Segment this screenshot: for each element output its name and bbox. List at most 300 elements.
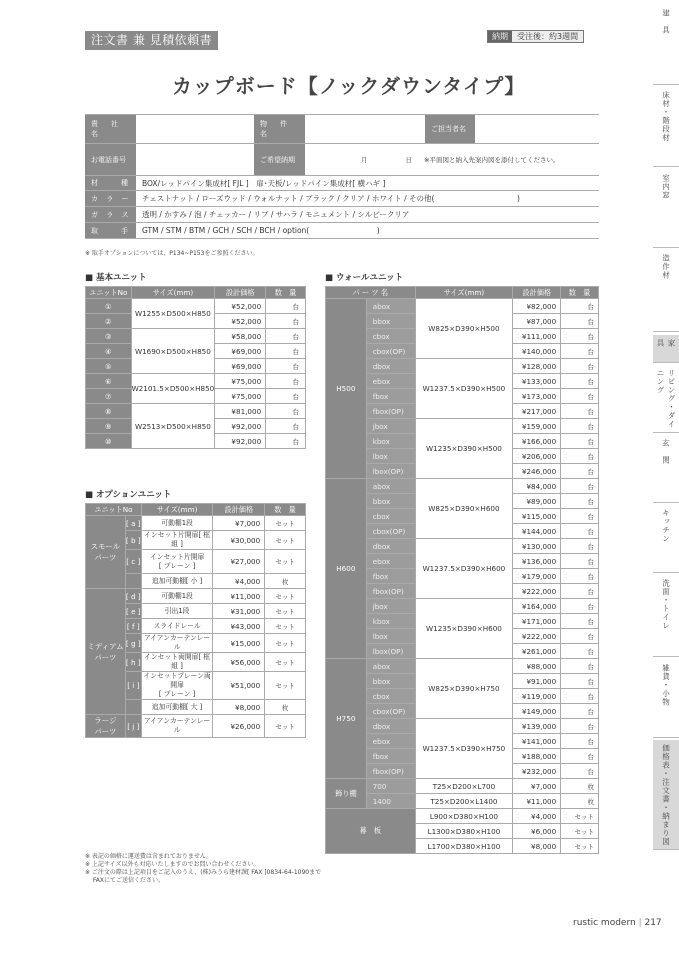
date-field[interactable] (305, 144, 599, 175)
unit-no: ① (105, 301, 112, 311)
footnotes (85, 853, 321, 885)
part-price: ¥173,000 (521, 391, 557, 401)
qty-cell[interactable] (265, 653, 306, 672)
project-label: 物 件 名 (254, 115, 305, 143)
part-price: ¥166,000 (521, 436, 557, 446)
option-table (85, 503, 306, 738)
basic-title: ■ 基本ユニット (85, 273, 147, 283)
side-tab[interactable] (653, 740, 679, 850)
side-tab[interactable] (653, 575, 679, 657)
col-header: 設計価格 (215, 287, 266, 299)
deco-name: 700 (372, 781, 387, 791)
unit-no: ④ (105, 346, 112, 356)
side-tab-label: 家 具 (656, 339, 676, 356)
side-tab-label: 建 具 (661, 9, 671, 35)
option-group: ミディアム パーツ (87, 641, 124, 662)
qty-cell[interactable] (561, 329, 599, 344)
qty-cell[interactable] (265, 715, 306, 738)
part-name: fbox(OP) (372, 406, 404, 416)
qty-unit: セット (275, 722, 295, 731)
table-row (86, 589, 306, 604)
color-options[interactable]: チェストナット / ローズウッド / ウォルナット / ブラック / クリア / ホワイト / その他( ) (142, 194, 520, 203)
option-price: ¥27,000 (230, 557, 261, 566)
qty-cell[interactable] (561, 659, 599, 674)
unit-size: W1255×D500×H850 (134, 309, 211, 318)
part-size: W1237.5×D390×H600 (422, 564, 506, 573)
option-name: スライドレール (153, 621, 201, 630)
qty-cell[interactable] (561, 599, 599, 614)
person-field[interactable] (475, 115, 599, 143)
delivery-value: 受注後：約3週間 (512, 31, 583, 42)
part-name: cbox(OP) (372, 706, 406, 716)
qty-cell[interactable] (265, 634, 306, 653)
qty-unit: セット (275, 592, 295, 601)
qty-unit: 台 (587, 707, 594, 716)
qty-cell[interactable] (561, 479, 599, 494)
qty-unit: 台 (587, 527, 594, 536)
qty-unit: 台 (587, 482, 594, 491)
qty-cell[interactable] (266, 419, 306, 434)
qty-unit: セット (275, 682, 295, 690)
qty-unit: セット (574, 827, 594, 836)
part-name: fbox (372, 751, 389, 761)
qty-unit: セット (275, 558, 295, 566)
top-size: L1300×D380×H100 (427, 826, 501, 836)
side-tab[interactable] (653, 435, 679, 503)
unit-price: ¥81,000 (231, 406, 262, 416)
side-tab-label: リビング・ダイニング (656, 369, 676, 429)
option-code: [ e ] (125, 606, 141, 616)
qty-cell[interactable] (266, 374, 306, 389)
side-tab[interactable] (653, 660, 679, 738)
table-row (326, 779, 599, 794)
unit-price: ¥92,000 (231, 421, 262, 431)
unit-size: W2101.5×D500×H850 (131, 384, 215, 393)
order-form (85, 114, 599, 239)
footnote: ※ ご注文の際は上記項目をご記入のうえ、(株)みうら建材課[ FAX ]0834-64-1090まで (85, 869, 322, 876)
option-title: ■ オプションユニット (85, 490, 172, 500)
option-price: ¥31,000 (230, 606, 261, 616)
option-code: [ j ] (127, 721, 140, 731)
part-size: W825×D390×H500 (428, 324, 500, 333)
qty-cell[interactable] (561, 764, 599, 779)
qty-unit: 台 (587, 497, 594, 506)
qty-cell[interactable] (265, 604, 306, 619)
qty-cell[interactable] (561, 629, 599, 644)
part-price: ¥88,000 (526, 661, 557, 671)
qty-unit: 台 (587, 632, 594, 641)
qty-unit: 枚 (281, 703, 289, 712)
qty-cell[interactable] (266, 329, 306, 344)
wall-title: ■ ウォールユニット (325, 273, 404, 283)
part-name: dbox (372, 721, 391, 731)
qty-cell[interactable] (561, 824, 599, 839)
qty-cell[interactable] (561, 539, 599, 554)
option-name: 可動棚1段 (161, 518, 193, 527)
option-code: [ f ] (126, 621, 140, 631)
table-row (326, 809, 599, 824)
qty-cell[interactable] (266, 344, 306, 359)
qty-cell[interactable] (561, 374, 599, 389)
side-tab-label: 床材・階段材 (661, 91, 671, 142)
qty-unit: 台 (587, 752, 594, 761)
table-row (86, 404, 306, 419)
qty-cell[interactable] (561, 779, 599, 794)
project-field[interactable] (305, 115, 425, 143)
qty-cell[interactable] (266, 314, 306, 329)
handle-note: ※ 取手オプションについては、P134~P153をご参照ください。 (85, 250, 259, 257)
part-price: ¥133,000 (521, 376, 557, 386)
qty-cell[interactable] (265, 700, 306, 715)
part-name: fbox (372, 391, 389, 401)
qty-unit: 台 (587, 347, 594, 356)
qty-cell[interactable] (561, 584, 599, 599)
option-code: [ i ] (127, 681, 140, 690)
qty-unit: セット (275, 536, 295, 545)
option-name: アイアンカーテンレール (143, 634, 211, 651)
part-name: kbox (372, 616, 390, 626)
deco-price: ¥11,000 (526, 796, 557, 806)
delivery-label: 納期 (488, 31, 512, 42)
qty-unit: セット (574, 842, 594, 851)
qty-cell[interactable] (561, 749, 599, 764)
qty-unit: 台 (587, 467, 594, 476)
unit-price: ¥52,000 (231, 316, 262, 326)
col-header: 数 量 (561, 287, 599, 299)
part-price: ¥89,000 (526, 496, 557, 506)
unit-price: ¥52,000 (231, 301, 262, 311)
date-note: ※平面図と納入先案内図を添付してください。 (424, 156, 560, 164)
qty-unit: 台 (587, 587, 594, 596)
qty-unit: 台 (587, 317, 594, 326)
unit-no: ⑤ (105, 361, 112, 371)
qty-unit: 台 (292, 392, 299, 401)
part-price: ¥164,000 (521, 601, 557, 611)
qty-cell[interactable] (561, 404, 599, 419)
col-header: 設計価格 (513, 287, 561, 299)
side-tab-label: 雑貨・小物 (661, 664, 671, 707)
qty-cell[interactable] (561, 614, 599, 629)
side-tab[interactable] (653, 5, 679, 85)
top-size: L1700×D380×H100 (427, 841, 501, 851)
unit-price: ¥69,000 (231, 361, 262, 371)
option-code: [ h ] (125, 657, 141, 667)
table-row (326, 359, 599, 374)
qty-cell[interactable] (561, 494, 599, 509)
qty-unit: 台 (587, 677, 594, 686)
top-price: ¥4,000 (531, 811, 557, 821)
table-row (86, 329, 306, 344)
qty-unit: セット (574, 812, 594, 821)
part-name: dbox (372, 361, 391, 371)
part-price: ¥171,000 (521, 616, 557, 626)
qty-unit: 台 (587, 692, 594, 701)
qty-cell[interactable] (265, 619, 306, 634)
part-name: cbox (372, 691, 390, 701)
qty-cell[interactable] (561, 359, 599, 374)
table-row (86, 715, 306, 738)
table-row (326, 719, 599, 734)
part-size: W825×D390×H600 (428, 504, 500, 513)
table-row (326, 419, 599, 434)
delivery-box (487, 30, 584, 43)
option-price: ¥51,000 (230, 681, 261, 690)
qty-unit: 台 (587, 647, 594, 656)
option-price: ¥30,000 (230, 535, 261, 545)
option-name: インセット片開扉[ 框組 ] (144, 531, 211, 548)
qty-cell[interactable] (266, 359, 306, 374)
table-row (86, 516, 306, 531)
side-tab-label: キッチン (661, 509, 671, 543)
qty-cell[interactable] (266, 404, 306, 419)
qty-cell[interactable] (561, 464, 599, 479)
side-tab[interactable] (653, 170, 679, 248)
qty-unit: セット (275, 622, 295, 631)
unit-no: ② (105, 316, 112, 326)
qty-cell[interactable] (265, 672, 306, 700)
qty-unit: 台 (292, 377, 299, 386)
part-price: ¥217,000 (521, 406, 557, 416)
part-price: ¥159,000 (521, 421, 557, 431)
height-group: H600 (336, 564, 356, 573)
qty-cell[interactable] (561, 419, 599, 434)
side-tab[interactable] (653, 365, 679, 433)
option-code: [ g ] (125, 638, 141, 648)
part-price: ¥128,000 (521, 361, 557, 371)
qty-cell[interactable] (561, 719, 599, 734)
option-name: 可動棚1段 (161, 591, 193, 600)
option-name: 追加可動棚[ 小 ] (151, 576, 203, 585)
qty-cell[interactable] (561, 569, 599, 584)
part-size: W825×D390×H750 (428, 684, 500, 693)
top-label: 幕 板 (359, 826, 382, 835)
qty-unit: 台 (587, 362, 594, 371)
part-price: ¥82,000 (526, 301, 557, 311)
part-price: ¥111,000 (521, 331, 557, 341)
qty-cell[interactable] (265, 574, 306, 589)
qty-cell[interactable] (265, 589, 306, 604)
part-price: ¥91,000 (526, 676, 557, 686)
part-name: fbox(OP) (372, 586, 404, 596)
company-field[interactable] (136, 115, 254, 143)
part-name: lbox (372, 451, 388, 461)
qty-unit: 台 (292, 347, 299, 356)
top-size: L900×D380×H100 (429, 811, 498, 821)
side-tab-label: 室内窓 (661, 174, 671, 200)
option-name: インセット両開扉[ 框組 ] (144, 653, 211, 670)
top-price: ¥8,000 (531, 841, 557, 851)
phone-field[interactable] (136, 144, 254, 175)
part-name: cbox (372, 511, 390, 521)
col-header: 設計価格 (213, 504, 265, 516)
part-name: fbox (372, 571, 389, 581)
option-name: 引出1段 (164, 606, 190, 615)
part-name: bbox (372, 316, 391, 326)
col-header: ユニットNo (86, 287, 132, 299)
top-price: ¥6,000 (531, 826, 557, 836)
part-price: ¥222,000 (521, 586, 557, 596)
part-price: ¥119,000 (521, 691, 557, 701)
deco-label: 飾り棚 (335, 788, 357, 798)
option-price: ¥15,000 (230, 638, 261, 648)
qty-unit: 台 (587, 512, 594, 521)
qty-cell[interactable] (265, 550, 306, 574)
col-header: パ ー ツ 名 (326, 287, 416, 299)
side-tab[interactable] (653, 87, 679, 167)
qty-cell[interactable] (561, 509, 599, 524)
option-price: ¥8,000 (235, 702, 261, 712)
qty-unit: 台 (587, 572, 594, 581)
part-name: jbox (372, 601, 388, 611)
option-price: ¥7,000 (235, 518, 261, 528)
qty-cell[interactable] (561, 554, 599, 569)
height-group: H750 (336, 714, 356, 723)
part-price: ¥87,000 (526, 316, 557, 326)
material-label: 材 種 (85, 176, 136, 190)
qty-cell[interactable] (561, 524, 599, 539)
unit-size: W2513×D500×H850 (134, 421, 211, 431)
col-header: サイズ(mm) (141, 504, 213, 516)
color-label: カ ラ ー (85, 191, 136, 206)
qty-unit: 台 (587, 407, 594, 416)
option-price: ¥43,000 (230, 621, 261, 631)
qty-cell[interactable] (561, 344, 599, 359)
qty-unit: 台 (587, 422, 594, 431)
option-price: ¥26,000 (230, 721, 261, 731)
qty-cell[interactable] (561, 839, 599, 854)
qty-cell[interactable] (561, 644, 599, 659)
day-label: 日 (405, 156, 412, 164)
glass-options[interactable]: 透明 / かすみ / 泡 / チェッカー / リブ / サハラ / モニュメント / シルビークリア (142, 210, 410, 219)
part-price: ¥130,000 (521, 541, 557, 551)
qty-unit: セット (275, 607, 295, 616)
unit-price: ¥75,000 (231, 391, 262, 401)
qty-unit: 台 (292, 437, 299, 446)
qty-unit: 台 (587, 602, 594, 611)
table-row (326, 659, 599, 674)
qty-cell[interactable] (561, 794, 599, 809)
table-row (326, 479, 599, 494)
table-row (326, 599, 599, 614)
part-name: lbox(OP) (372, 466, 404, 476)
side-tab-label: 価格表・注文書・納まり図 (661, 744, 671, 846)
qty-cell[interactable] (561, 689, 599, 704)
company-label: 貴 社 名 (85, 115, 136, 143)
table-row (86, 299, 306, 314)
part-size: W1237.5×D390×H750 (422, 744, 506, 753)
part-name: abox (372, 661, 391, 671)
part-price: ¥261,000 (521, 646, 557, 656)
part-price: ¥84,000 (526, 481, 557, 491)
deco-name: 1400 (372, 796, 391, 806)
unit-no: ③ (105, 331, 112, 341)
qty-unit: セット (275, 519, 295, 528)
part-size: W1235×D390×H500 (426, 444, 502, 453)
side-tab[interactable] (653, 250, 679, 332)
option-price: ¥4,000 (235, 576, 261, 586)
qty-cell[interactable] (266, 389, 306, 404)
part-price: ¥232,000 (521, 766, 557, 776)
option-name: インセットプレーン両開扉 [ プレーン ] (143, 672, 211, 698)
part-price: ¥206,000 (521, 451, 557, 461)
unit-no: ⑦ (105, 391, 112, 401)
qty-unit: 台 (292, 407, 299, 416)
part-name: kbox (372, 436, 390, 446)
material-options[interactable]: BOX/レッドパイン集成材[ FJL ] 扉･天板/レッドパイン集成材[ 横ハギ ] (142, 178, 386, 188)
qty-unit: 台 (292, 317, 299, 326)
qty-unit: 台 (587, 617, 594, 626)
part-price: ¥115,000 (521, 511, 557, 521)
part-price: ¥246,000 (521, 466, 557, 476)
qty-unit: セット (275, 658, 295, 667)
deco-size: T25×D200×L1400 (430, 796, 498, 806)
part-name: ebox (372, 376, 391, 386)
option-code: [ b ] (125, 535, 141, 545)
table-row (326, 299, 599, 314)
qty-cell[interactable] (561, 314, 599, 329)
handle-options[interactable]: GTM / STM / BTM / GCH / SCH / BCH / option( ) (142, 226, 380, 235)
part-price: ¥136,000 (521, 556, 557, 566)
part-name: cbox (372, 331, 390, 341)
qty-unit: 台 (587, 452, 594, 461)
unit-price: ¥58,000 (231, 331, 262, 341)
qty-cell[interactable] (265, 531, 306, 550)
unit-size: W1690×D500×H850 (134, 346, 211, 356)
qty-unit: 台 (587, 662, 594, 671)
qty-cell[interactable] (265, 516, 306, 531)
qty-unit: 台 (587, 722, 594, 731)
unit-price: ¥75,000 (231, 376, 262, 386)
qty-cell[interactable] (561, 734, 599, 749)
part-name: abox (372, 301, 391, 311)
qty-cell[interactable] (561, 449, 599, 464)
unit-no: ⑥ (105, 376, 112, 386)
qty-cell[interactable] (561, 704, 599, 719)
qty-cell[interactable] (561, 674, 599, 689)
part-price: ¥139,000 (521, 721, 557, 731)
unit-no: ⑨ (105, 421, 112, 431)
option-name: インセット片開扉 [ プレーン ] (149, 552, 205, 570)
qty-unit: 台 (292, 362, 299, 371)
table-row (86, 374, 306, 389)
side-tab[interactable] (653, 335, 679, 363)
qty-cell[interactable] (266, 299, 306, 314)
part-name: dbox (372, 541, 391, 551)
table-row (326, 794, 599, 809)
qty-cell[interactable] (561, 389, 599, 404)
qty-cell[interactable] (561, 809, 599, 824)
col-header: サイズ(mm) (415, 287, 513, 299)
part-name: lbox (372, 631, 388, 641)
glass-label: ガ ラ ス (85, 207, 136, 222)
qty-unit: 台 (587, 557, 594, 566)
basic-table (85, 286, 306, 449)
month-label: 月 (361, 156, 368, 164)
qty-cell[interactable] (266, 434, 306, 449)
qty-cell[interactable] (561, 299, 599, 314)
col-header: 数 量 (265, 504, 306, 516)
col-header: サイズ(mm) (131, 287, 215, 299)
side-tab[interactable] (653, 505, 679, 573)
height-group: H500 (336, 384, 356, 393)
unit-no: ⑧ (105, 406, 112, 416)
part-name: ebox (372, 556, 391, 566)
footnote: ※ 表記の価格に運送費は含まれておりません。 (85, 853, 213, 860)
deco-price: ¥7,000 (531, 781, 557, 791)
qty-unit: 台 (587, 437, 594, 446)
part-size: W1237.5×D390×H500 (422, 384, 506, 393)
qty-cell[interactable] (561, 434, 599, 449)
